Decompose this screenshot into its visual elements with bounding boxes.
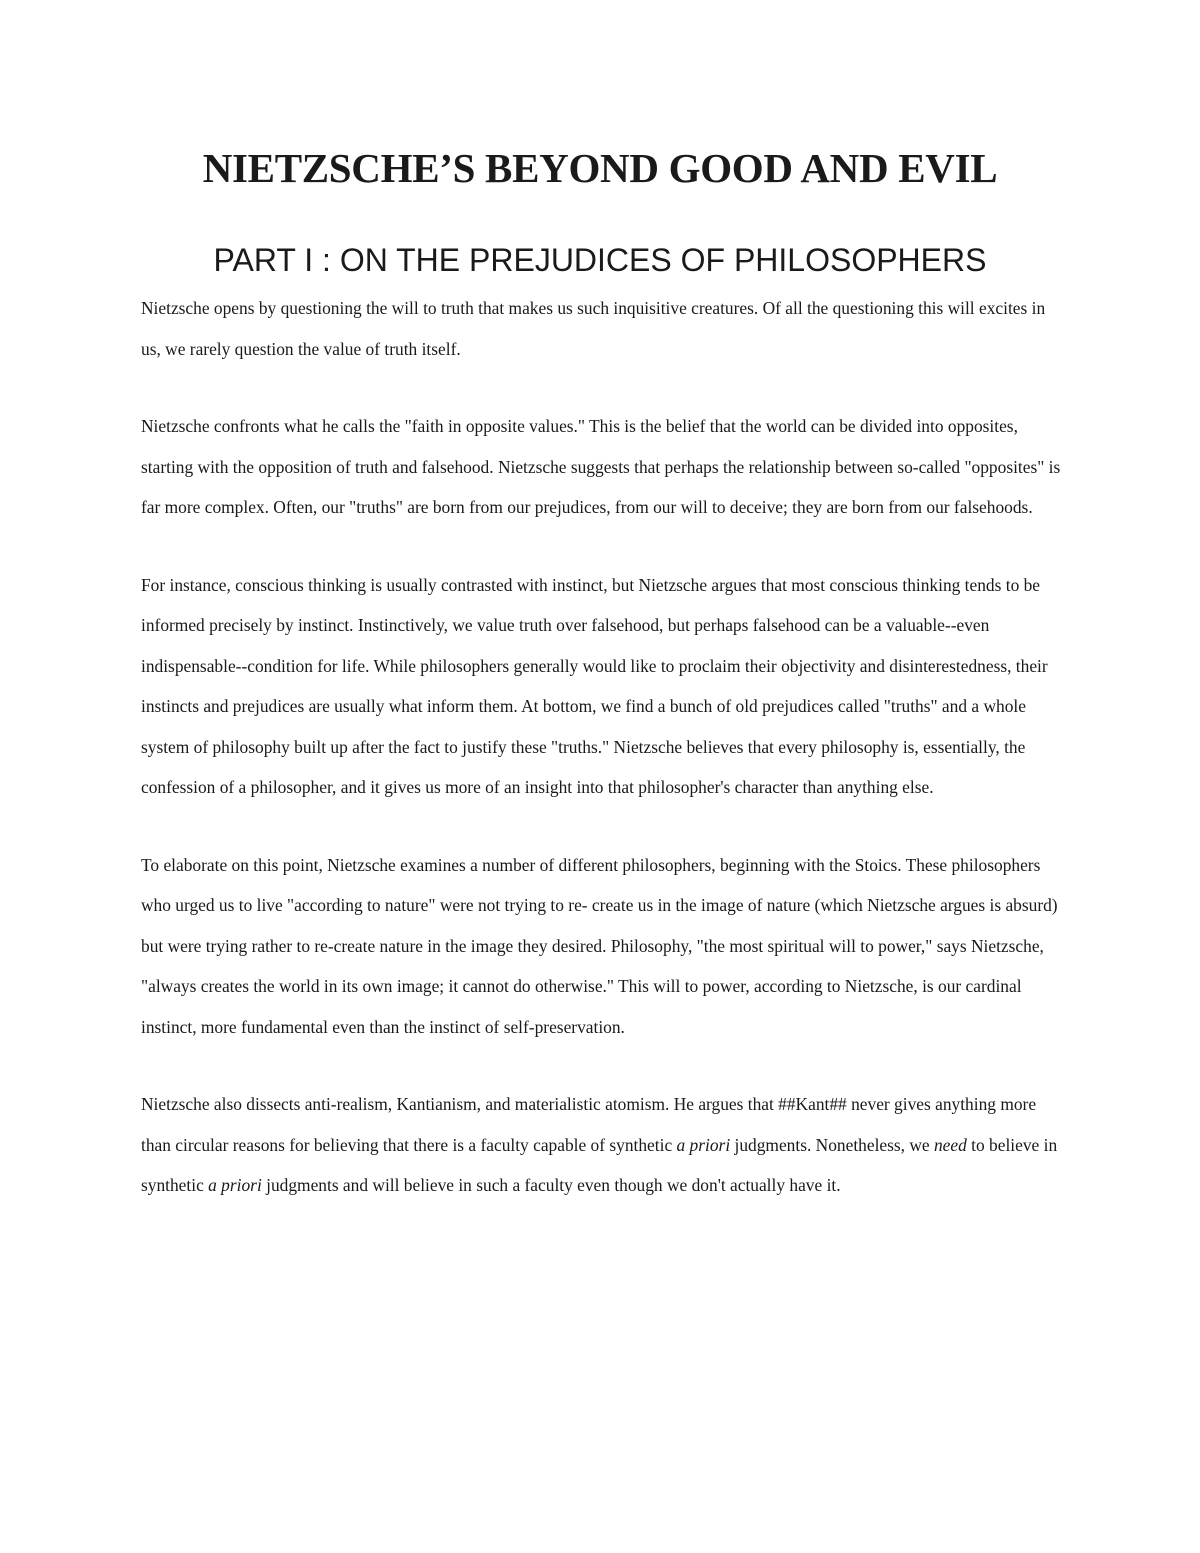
paragraph-text-segment: Nietzsche also dissects anti-realism, Kantianism, and materialistic atomism. He argues that ##Kant## never gives anything more than circular reasons for believing that there is a faculty capable of synthetic bbox=[141, 1094, 1037, 1155]
paragraph-opposite-values: Nietzsche confronts what he calls the "faith in opposite values." This is the belief that the world can be divided into opposites, starting with the opposition of truth and falsehood. Nietzsche suggests that perhaps the relationship between so-called "opposites" is far more complex. Often, our "truths" are born from our prejudices, from our will to deceive; they are born from our falsehoods. bbox=[141, 416, 1061, 517]
paragraph-stoics: To elaborate on this point, Nietzsche examines a number of different philosophers, beginning with the Stoics. These philosophers who urged us to live "according to nature" were not trying to re- create us in the image of nature (which Nietzsche argues is absurd) but were trying rather to re-create nature in the image they desired. Philosophy, "the most spiritual will to power," says Nietzsche, "always creates the world in its own image; it cannot do otherwise." This will to power, according to Nietzsche, is our cardinal instinct, more fundamental even than the instinct of self-preservation. bbox=[141, 854, 1058, 1037]
document-title: NIETZSCHE’S BEYOND GOOD AND EVIL bbox=[202, 145, 998, 191]
document-body bbox=[141, 288, 1066, 1243]
part-heading: PART I : ON THE PREJUDICES OF PHILOSOPHERS bbox=[213, 242, 987, 278]
italic-term: a priori bbox=[208, 1175, 262, 1195]
paragraph-text-segment: judgments and will believe in such a faculty even though we don't actually have it. bbox=[261, 1175, 841, 1195]
italic-term: a priori bbox=[676, 1134, 731, 1155]
paragraph-will-to-truth: Nietzsche opens by questioning the will to truth that makes us such inquisitive creatures. Of all the questioning this will excites in us, we rarely question the value of truth itself. bbox=[141, 298, 1046, 359]
paragraph-conscious-thinking: For instance, conscious thinking is usually contrasted with instinct, but Nietzsche argues that most conscious thinking tends to be informed precisely by instinct. Instinctively, we value truth over falsehood, but perhaps falsehood can be a valuable--even indispensable--condition for life. While philosophers generally would like to proclaim their objectivity and disinterestedness, their instincts and prejudices are usually what inform them. At bottom, we find a bunch of old prejudices called "truths" and a whole system of philosophy built up after the fact to justify these "truths." Nietzsche believes that every philosophy is, essentially, the confession of a philosopher, and it gives us more of an insight into that philosopher's character than anything else. bbox=[141, 574, 1048, 797]
paragraph-text-segment: judgments. Nonetheless, we bbox=[730, 1134, 934, 1155]
paragraph-text-segment: to believe in synthetic bbox=[141, 1134, 1058, 1195]
paragraph-kantianism bbox=[141, 1084, 1066, 1206]
italic-term: need bbox=[933, 1134, 967, 1155]
